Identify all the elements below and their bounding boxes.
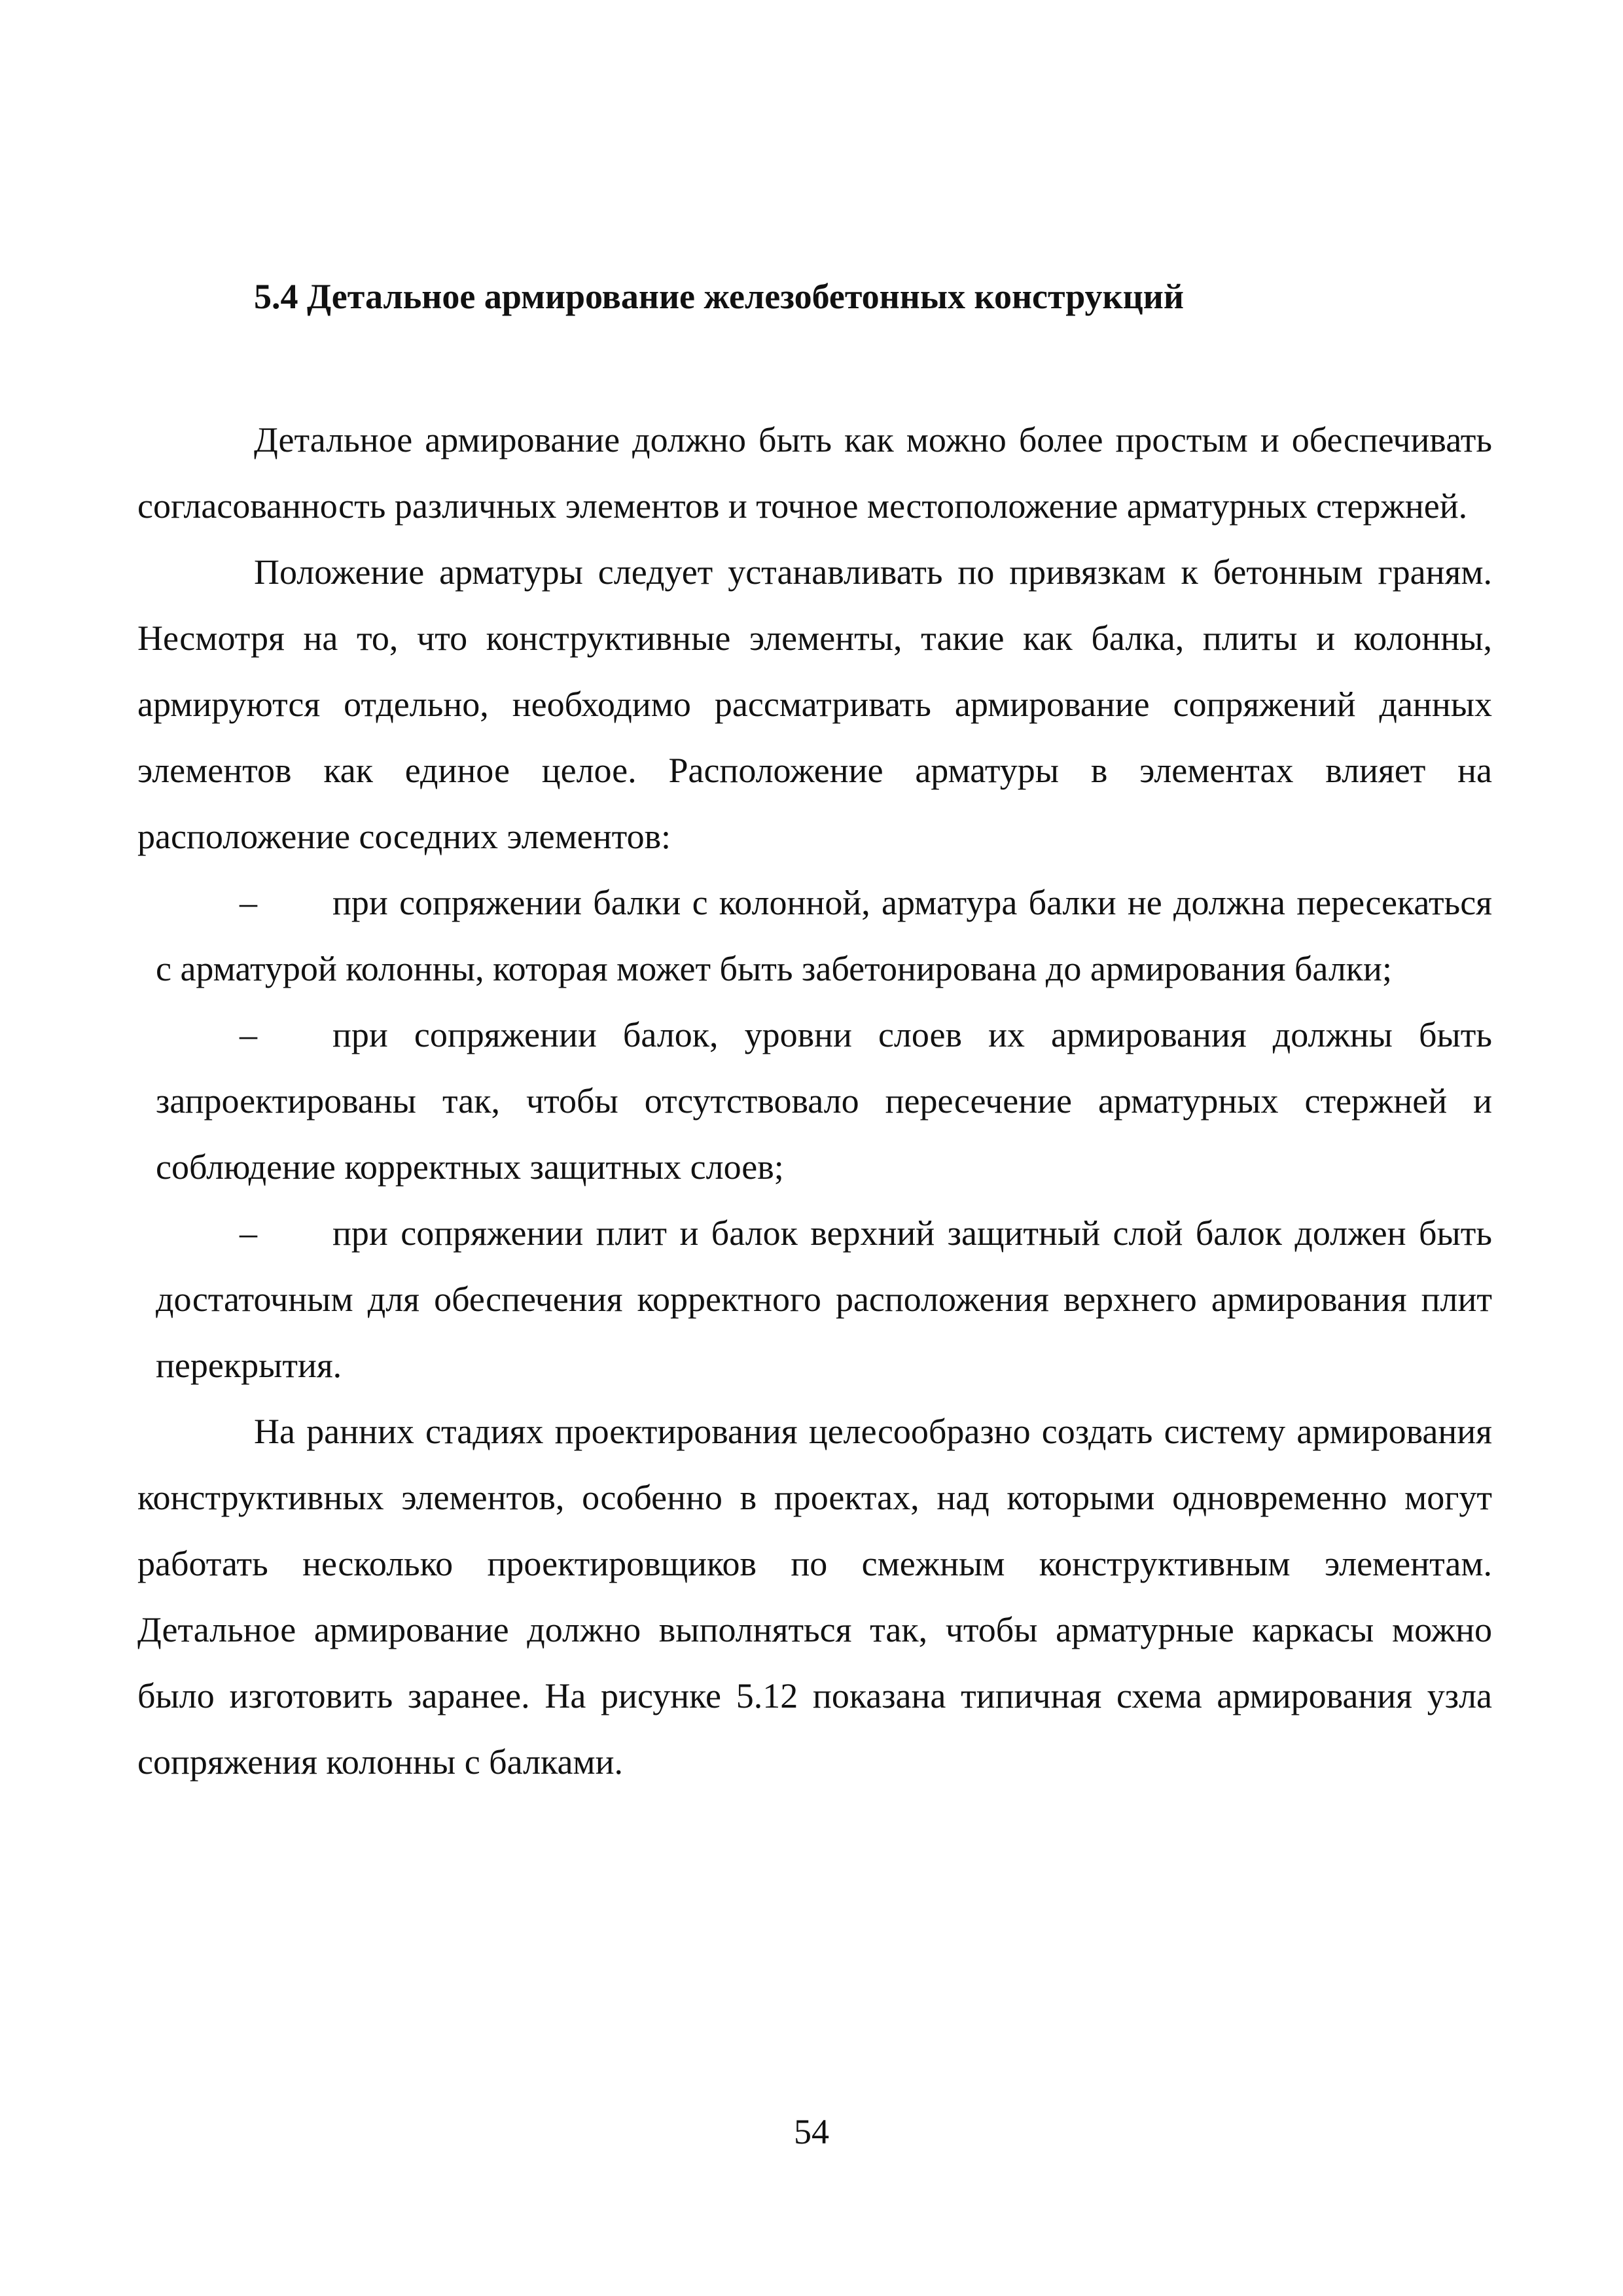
paragraph-2: Положение арматуры следует устанавливать по привязкам к бетонным граням. Несмотря на то, что конструктивные элементы, такие как балка, плиты и колонны, армируются отдельно, необходимо рассматривать армирование сопряжений данных элементов как единое целое. Расположение арматуры в элементах влияет на расположение соседних элементов: <box>137 552 1492 856</box>
list-item <box>156 1002 1492 1200</box>
list-item <box>156 1200 1492 1399</box>
list-dash: – <box>240 883 257 922</box>
body-text <box>137 407 1492 1795</box>
list-item-text: при сопряжении балки с колонной, арматура балки не должна пересекаться с арматурой колонны, которая может быть забетонирована до армирования балки; <box>156 883 1492 988</box>
list-dash: – <box>240 1213 257 1253</box>
requirements-list <box>156 870 1492 1399</box>
page-number: 54 <box>794 2112 829 2151</box>
section-heading: 5.4 Детальное армирование железобетонных конструкций <box>254 277 1184 316</box>
list-item-text: при сопряжении плит и балок верхний защитный слой балок должен быть достаточным для обеспечения корректного расположения верхнего армирования плит перекрытия. <box>156 1213 1492 1385</box>
list-item-text: при сопряжении балок, уровни слоев их армирования должны быть запроектированы так, чтобы отсутствовало пересечение арматурных стержней и соблюдение корректных защитных слоев; <box>156 1015 1492 1187</box>
paragraph-3: На ранних стадиях проектирования целесообразно создать систему армирования конструктивных элементов, особенно в проектах, над которыми одновременно могут работать несколько проектировщиков по смежным конструктивным элементам. Детальное армирование должно выполняться так, чтобы арматурные каркасы можно было изготовить заранее. На рисунке 5.12 показана типичная схема армирования узла сопряжения колонны с балками. <box>137 1412 1492 1782</box>
list-item <box>156 870 1492 1002</box>
list-dash: – <box>240 1015 257 1054</box>
paragraph-1: Детальное армирование должно быть как можно более простым и обеспечивать согласованность различных элементов и точное местоположение арматурных стержней. <box>137 420 1492 526</box>
